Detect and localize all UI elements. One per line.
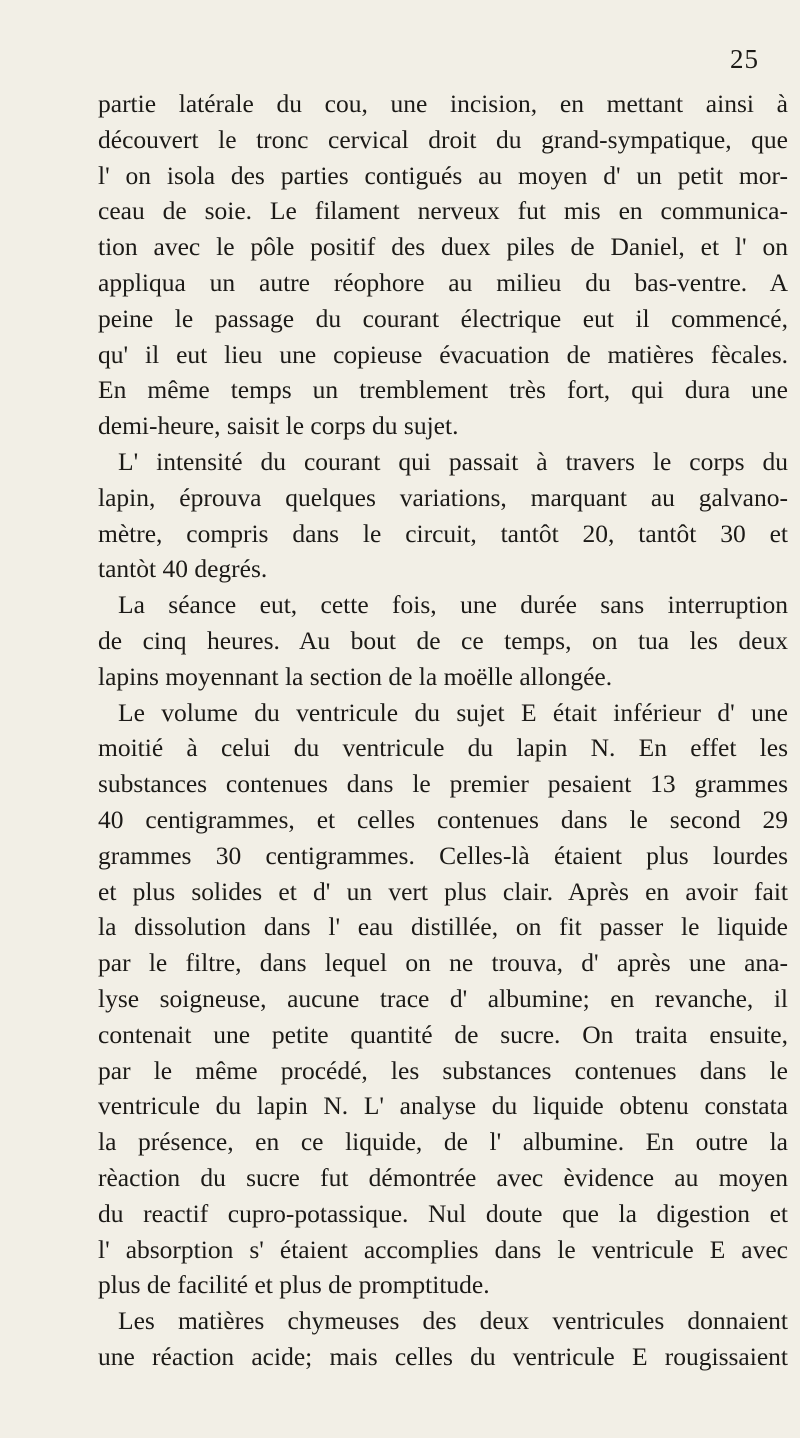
- text-line: et plus solides et d' un vert plus clair. Après en avoir fait: [98, 876, 788, 906]
- text-line: par le filtre, dans lequel on ne trouva, d' après une ana-: [98, 948, 788, 978]
- body-text: [98, 86, 788, 1375]
- text-line: L' intensité du courant qui passait à travers le corps du: [118, 446, 788, 476]
- text-line: du reactif cupro-potassique. Nul doute que la digestion et: [98, 1198, 788, 1228]
- text-line: l' absorption s' étaient accomplies dans le ventricule E avec: [98, 1234, 788, 1264]
- text-line: ceau de soie. Le filament nerveux fut mis en communica-: [98, 196, 788, 226]
- text-line: l' on isola des parties contigués au moyen d' un petit mor-: [98, 160, 788, 190]
- text-line: par le même procédé, les substances contenues dans le: [98, 1055, 788, 1085]
- text-line: de cinq heures. Au bout de ce temps, on tua les deux: [98, 625, 788, 655]
- text-line: En même temps un tremblement très fort, qui dura une: [98, 375, 788, 405]
- text-line: la présence, en ce liquide, de l' albumine. En outre la: [98, 1127, 788, 1157]
- text-line: découvert le tronc cervical droit du grand-sympatique, que: [98, 124, 788, 154]
- text-line: Les matières chymeuses des deux ventricules donnaient: [118, 1306, 788, 1336]
- text-line: tion avec le pôle positif des duex piles de Daniel, et l' on: [98, 232, 788, 262]
- text-line: Le volume du ventricule du sujet E était inférieur d' une: [118, 697, 788, 727]
- text-line: mètre, compris dans le circuit, tantôt 20, tantôt 30 et: [98, 518, 788, 548]
- text-line: 40 centigrammes, et celles contenues dans le second 29: [98, 804, 788, 834]
- page-number: 25: [730, 44, 759, 74]
- text-line: lapins moyennant la section de la moëlle allongée.: [98, 661, 613, 691]
- text-line: rèaction du sucre fut démontrée avec èvidence au moyen: [98, 1162, 788, 1192]
- text-line: appliqua un autre réophore au milieu du bas-ventre. A: [98, 267, 788, 297]
- text-line: une réaction acide; mais celles du ventricule E rougissaient: [98, 1341, 788, 1371]
- text-line: moitié à celui du ventricule du lapin N. En effet les: [98, 733, 788, 763]
- text-line: peine le passage du courant électrique eut il commencé,: [98, 303, 788, 333]
- text-line: ventricule du lapin N. L' analyse du liquide obtenu constata: [98, 1091, 788, 1121]
- text-line: tantòt 40 degrés.: [98, 554, 268, 584]
- text-line: substances contenues dans le premier pesaient 13 grammes: [98, 769, 788, 799]
- text-line: lapin, éprouva quelques variations, marquant au galvano-: [98, 482, 788, 512]
- text-line: La séance eut, cette fois, une durée sans interruption: [118, 590, 788, 620]
- text-line: grammes 30 centigrammes. Celles-là étaient plus lourdes: [98, 840, 788, 870]
- text-line: la dissolution dans l' eau distillée, on fit passer le liquide: [98, 912, 788, 942]
- text-line: lyse soigneuse, aucune trace d' albumine; en revanche, il: [98, 983, 788, 1013]
- text-line: qu' il eut lieu une copieuse évacuation de matières fècales.: [98, 339, 788, 369]
- text-line: plus de facilité et plus de promptitude.: [98, 1270, 490, 1300]
- text-line: contenait une petite quantité de sucre. On traita ensuite,: [98, 1019, 788, 1049]
- text-line: demi-heure, saisit le corps du sujet.: [98, 411, 459, 441]
- text-line: partie latérale du cou, une incision, en mettant ainsi à: [98, 89, 788, 118]
